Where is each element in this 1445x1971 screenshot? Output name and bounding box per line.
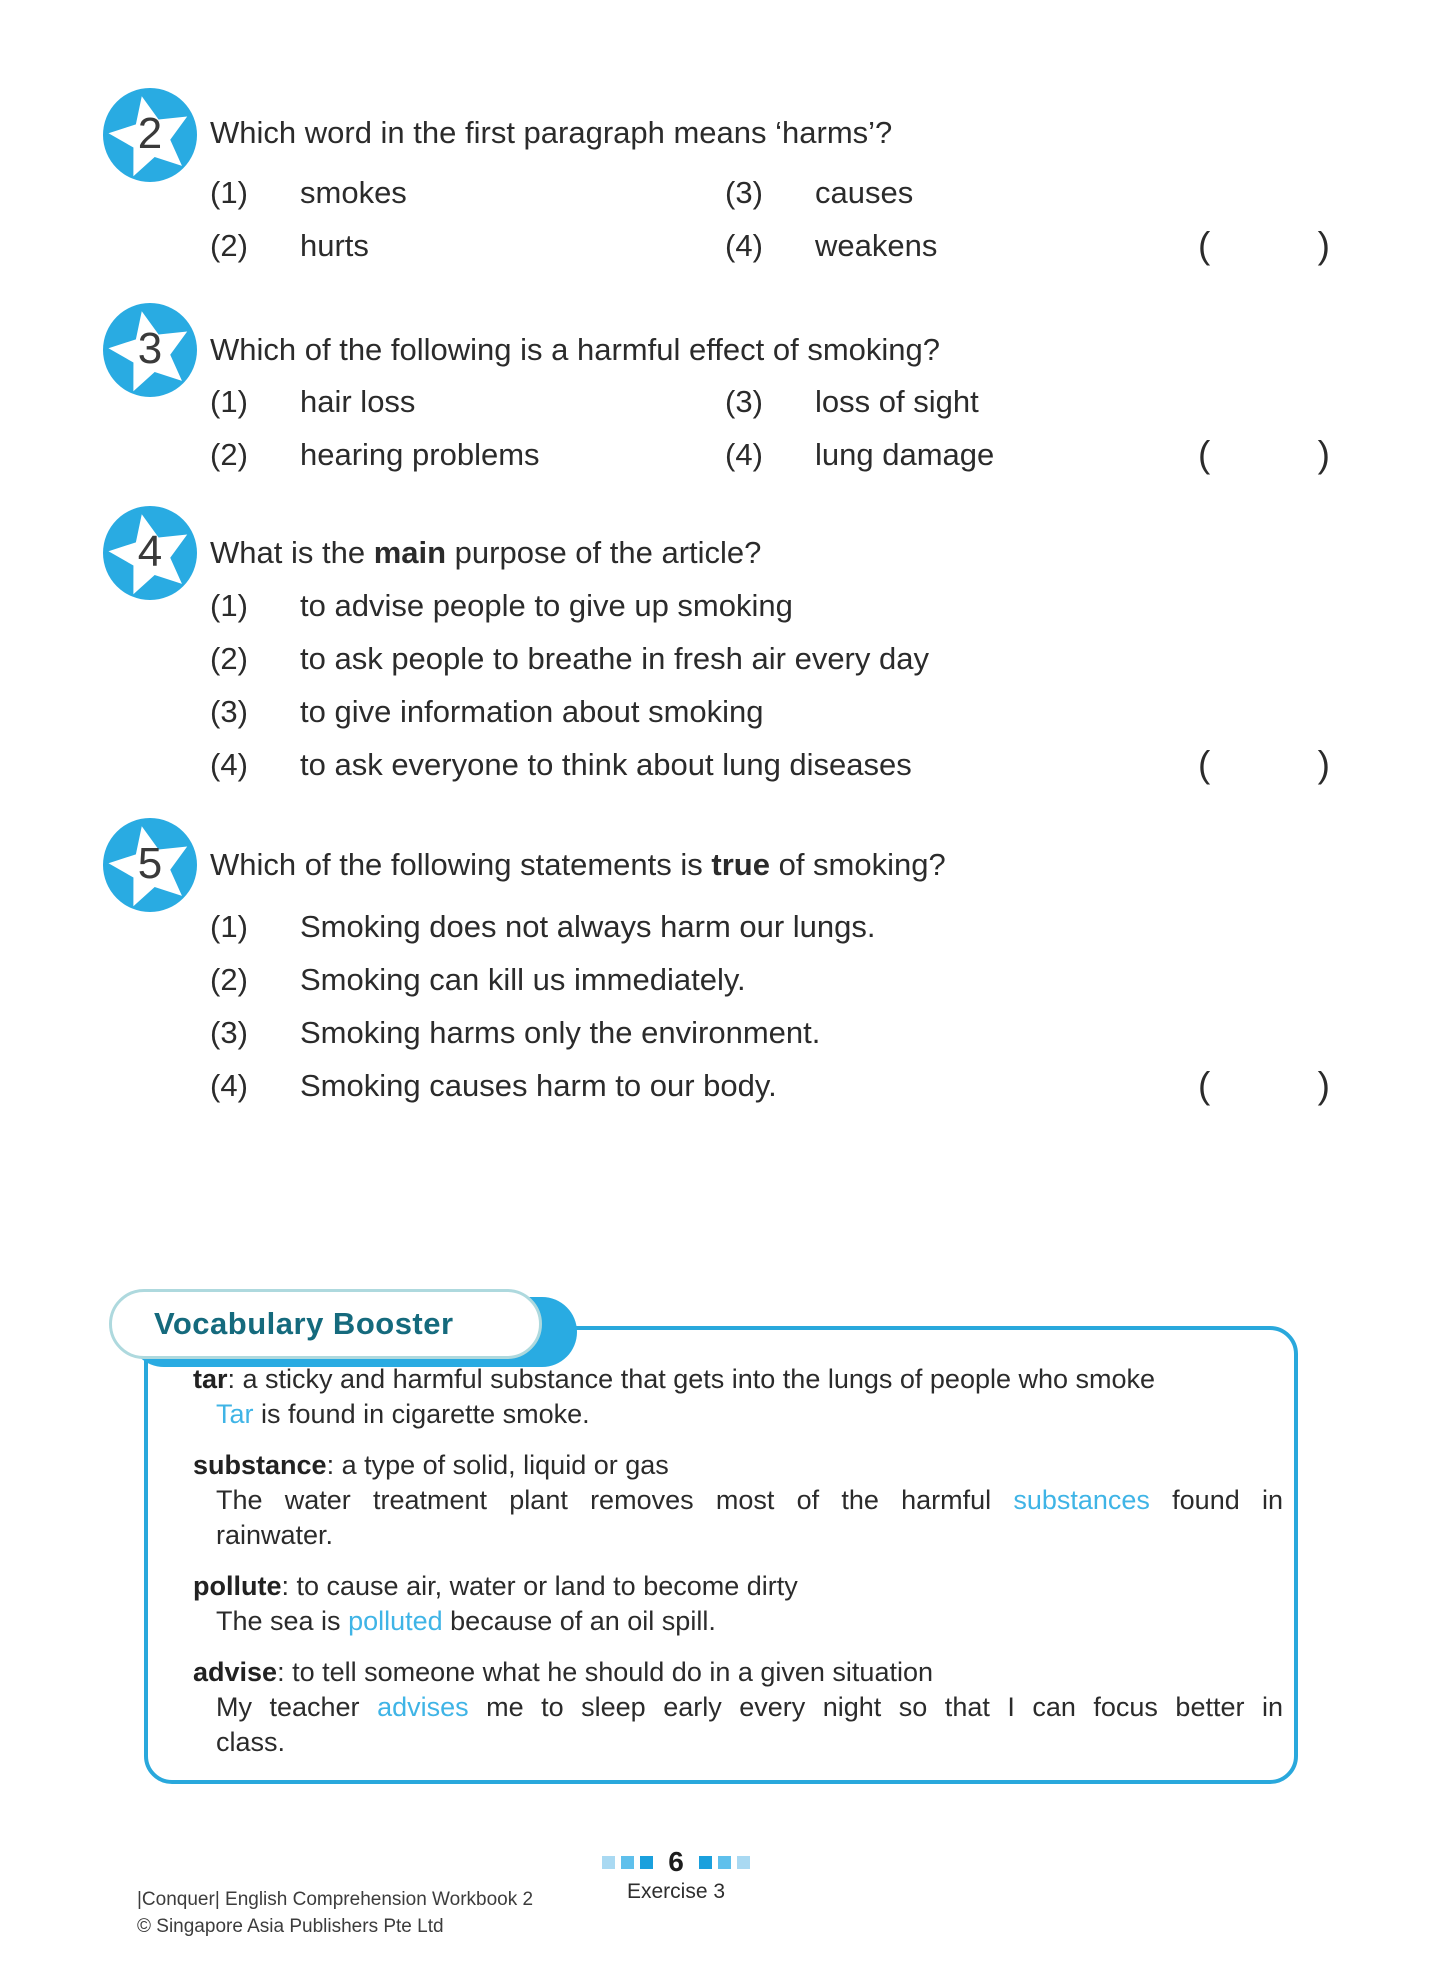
option-number: (1) bbox=[210, 588, 248, 623]
question-number: 5 bbox=[137, 839, 163, 888]
option-row bbox=[210, 954, 1330, 1006]
bracket-close: ) bbox=[1317, 225, 1330, 266]
vocab-definition-line bbox=[193, 1655, 1283, 1690]
prompt-segment: Which word in the first paragraph means ‘harms’? bbox=[210, 115, 893, 150]
bracket-open: ( bbox=[1198, 434, 1211, 475]
option-text: causes bbox=[815, 175, 914, 210]
copyright: © Singapore Asia Publishers Pte Ltd bbox=[137, 1916, 444, 1937]
vocab-example-line bbox=[216, 1604, 1283, 1639]
vocab-definition: : a sticky and harmful substance that gets into the lungs of people who smoke bbox=[227, 1364, 1156, 1394]
question-number: 4 bbox=[137, 527, 163, 576]
vocab-definition-line bbox=[193, 1569, 1283, 1604]
vocab-entry-pollute bbox=[193, 1569, 1283, 1639]
option-text: hurts bbox=[300, 228, 369, 263]
option-text: to advise people to give up smoking bbox=[300, 588, 793, 623]
vocab-term: substance bbox=[193, 1450, 327, 1480]
question-number-badge bbox=[103, 88, 197, 182]
page-marker-square bbox=[602, 1856, 615, 1869]
page-marker-squares-right bbox=[699, 1856, 750, 1869]
option-text: weakens bbox=[815, 228, 938, 263]
question-number-badge bbox=[103, 303, 197, 397]
vocab-highlight-word: Tar bbox=[216, 1399, 254, 1429]
bracket-open: ( bbox=[1198, 744, 1211, 785]
option-number: (4) bbox=[725, 228, 763, 263]
option-number: (1) bbox=[210, 384, 248, 419]
question-prompt bbox=[210, 839, 946, 891]
option-row bbox=[210, 686, 1330, 738]
option-row bbox=[210, 739, 1330, 791]
answer-bracket bbox=[1198, 1060, 1330, 1112]
option-number: (4) bbox=[725, 437, 763, 472]
option-number: (4) bbox=[210, 1068, 248, 1103]
vocab-term: advise bbox=[193, 1657, 278, 1687]
page-marker-square bbox=[699, 1856, 712, 1869]
page-footer bbox=[526, 1846, 826, 1904]
vocab-example-text: class. bbox=[216, 1727, 286, 1757]
vocab-example-line bbox=[216, 1690, 1283, 1725]
option-row bbox=[210, 1060, 1330, 1112]
vocab-highlight-word: advises bbox=[377, 1692, 469, 1722]
question-prompt bbox=[210, 107, 892, 159]
option-number: (2) bbox=[210, 962, 248, 997]
answer-bracket bbox=[1198, 739, 1330, 791]
vocab-example-text: because of an oil spill. bbox=[442, 1606, 716, 1636]
vocab-term: pollute bbox=[193, 1571, 282, 1601]
vocab-definition: : a type of solid, liquid or gas bbox=[326, 1450, 669, 1480]
page-marker-square bbox=[737, 1856, 750, 1869]
page-number: 6 bbox=[668, 1846, 684, 1877]
prompt-segment: main bbox=[373, 535, 447, 570]
vocab-example-text: The water treatment plant removes most of the harmful bbox=[216, 1485, 1014, 1515]
option-text: hearing problems bbox=[300, 437, 540, 472]
vocab-highlight-word: substances bbox=[1013, 1485, 1150, 1515]
vocabulary-title: Vocabulary Booster bbox=[154, 1306, 454, 1341]
vocab-example-text: found in bbox=[1149, 1485, 1283, 1515]
vocab-entry-tar bbox=[193, 1362, 1283, 1432]
option-number: (2) bbox=[210, 437, 248, 472]
option-text: Smoking causes harm to our body. bbox=[300, 1068, 777, 1103]
option-row bbox=[210, 429, 1330, 481]
question-number-badge bbox=[103, 506, 197, 600]
vocab-example-text: The sea is bbox=[216, 1606, 349, 1636]
option-row bbox=[210, 901, 1330, 953]
vocab-definition: : to cause air, water or land to become dirty bbox=[281, 1571, 798, 1601]
option-number: (2) bbox=[210, 641, 248, 676]
page-marker-square bbox=[640, 1856, 653, 1869]
question-prompt bbox=[210, 324, 940, 376]
vocabulary-pill bbox=[109, 1289, 542, 1359]
vocab-definition-line bbox=[193, 1362, 1283, 1397]
option-text: loss of sight bbox=[815, 384, 979, 419]
bracket-open: ( bbox=[1198, 1065, 1211, 1106]
bracket-close: ) bbox=[1317, 434, 1330, 475]
option-number: (4) bbox=[210, 747, 248, 782]
vocab-example-text: is found in cigarette smoke. bbox=[253, 1399, 590, 1429]
vocab-example-text: me to sleep early every night so that I can focus better in bbox=[468, 1692, 1283, 1722]
option-text: smokes bbox=[300, 175, 407, 210]
option-number: (1) bbox=[210, 909, 248, 944]
vocab-example-text: My teacher bbox=[216, 1692, 378, 1722]
vocab-example-line bbox=[216, 1483, 1283, 1518]
option-number: (3) bbox=[210, 694, 248, 729]
prompt-segment: true bbox=[711, 847, 770, 882]
vocab-example-text: rainwater. bbox=[216, 1520, 334, 1550]
option-row bbox=[210, 167, 1330, 219]
option-text: to ask everyone to think about lung diseases bbox=[300, 747, 912, 782]
vocab-example-line bbox=[216, 1518, 1283, 1553]
page-marker-row bbox=[526, 1846, 826, 1878]
option-row bbox=[210, 1007, 1330, 1059]
option-row bbox=[210, 376, 1330, 428]
option-number: (3) bbox=[210, 1015, 248, 1050]
option-text: hair loss bbox=[300, 384, 416, 419]
book-title: |Conquer| English Comprehension Workbook 2 bbox=[137, 1889, 534, 1910]
option-number: (3) bbox=[725, 384, 763, 419]
prompt-segment: of smoking? bbox=[769, 847, 946, 882]
option-row bbox=[210, 220, 1330, 272]
page-marker-square bbox=[718, 1856, 731, 1869]
bracket-close: ) bbox=[1317, 1065, 1330, 1106]
question-number-badge bbox=[103, 818, 197, 912]
vocab-example-line bbox=[216, 1725, 1283, 1760]
option-number: (2) bbox=[210, 228, 248, 263]
vocab-entry-advise bbox=[193, 1655, 1283, 1760]
prompt-segment: What is the bbox=[210, 535, 374, 570]
option-text: to give information about smoking bbox=[300, 694, 764, 729]
prompt-segment: Which of the following is a harmful effect of smoking? bbox=[210, 332, 940, 367]
option-text: to ask people to breathe in fresh air every day bbox=[300, 641, 929, 676]
answer-bracket bbox=[1198, 220, 1330, 272]
option-text: lung damage bbox=[815, 437, 995, 472]
page-marker-squares-left bbox=[602, 1856, 653, 1869]
prompt-segment: purpose of the article? bbox=[446, 535, 762, 570]
answer-bracket bbox=[1198, 429, 1330, 481]
bracket-close: ) bbox=[1317, 744, 1330, 785]
question-number: 3 bbox=[137, 324, 163, 373]
option-number: (3) bbox=[725, 175, 763, 210]
vocab-entry-substance bbox=[193, 1448, 1283, 1553]
vocabulary-entries bbox=[193, 1362, 1283, 1776]
prompt-segment: Which of the following statements is bbox=[210, 847, 712, 882]
option-number: (1) bbox=[210, 175, 248, 210]
vocab-definition: : to tell someone what he should do in a given situation bbox=[277, 1657, 933, 1687]
vocab-example-line bbox=[216, 1397, 1283, 1432]
bracket-open: ( bbox=[1198, 225, 1211, 266]
option-text: Smoking does not always harm our lungs. bbox=[300, 909, 876, 944]
option-row bbox=[210, 633, 1330, 685]
vocab-term: tar bbox=[193, 1364, 228, 1394]
option-text: Smoking can kill us immediately. bbox=[300, 962, 746, 997]
vocab-definition-line bbox=[193, 1448, 1283, 1483]
question-prompt bbox=[210, 527, 761, 579]
question-number: 2 bbox=[137, 109, 163, 158]
option-row bbox=[210, 580, 1330, 632]
option-text: Smoking harms only the environment. bbox=[300, 1015, 821, 1050]
footer bbox=[137, 1886, 533, 1940]
vocab-highlight-word: polluted bbox=[348, 1606, 443, 1636]
exercise-label: Exercise 3 bbox=[626, 1880, 726, 1903]
page-marker-square bbox=[621, 1856, 634, 1869]
